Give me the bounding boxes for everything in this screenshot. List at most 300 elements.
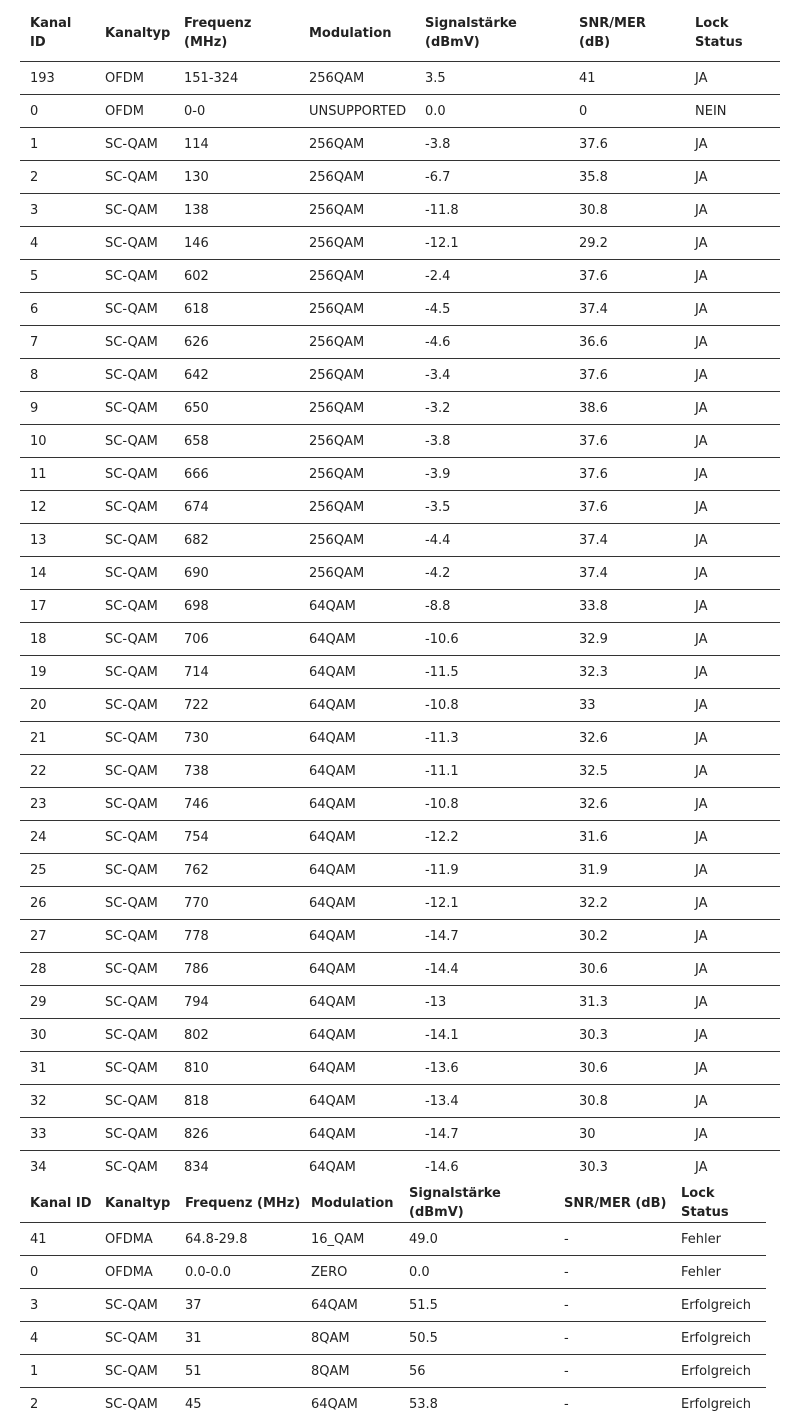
cell-lock-status: NEIN: [685, 95, 780, 128]
cell-lock-status: Erfolgreich: [671, 1322, 766, 1355]
cell-kanal-id: 4: [20, 227, 95, 260]
table-row: [20, 62, 780, 95]
cell-signalstaerke: -14.4: [415, 953, 569, 986]
table-row: [20, 887, 780, 920]
upstream-header-row: [20, 1184, 766, 1223]
cell-modulation: 64QAM: [299, 1085, 415, 1118]
cell-frequenz: 146: [174, 227, 299, 260]
cell-frequenz: 762: [174, 854, 299, 887]
cell-lock-status: JA: [685, 788, 780, 821]
table-row: [20, 1052, 780, 1085]
cell-lock-status: JA: [685, 359, 780, 392]
cell-snr-mer: 31.3: [569, 986, 685, 1019]
cell-kanal-id: 3: [20, 194, 95, 227]
cell-kanal-id: 0: [20, 1256, 95, 1289]
cell-frequenz: 130: [174, 161, 299, 194]
cell-frequenz: 834: [184, 1159, 209, 1175]
cell-kanaltyp: SC-QAM: [95, 128, 174, 161]
cell-frequenz: 786: [174, 953, 299, 986]
cell-signalstaerke: -14.6: [425, 1159, 459, 1175]
cell-kanal-id: 6: [20, 293, 95, 326]
cell-kanaltyp: SC-QAM: [95, 161, 174, 194]
cell-frequenz: 778: [174, 920, 299, 953]
table-row: [20, 722, 780, 755]
cell-frequenz: 51: [175, 1355, 301, 1388]
cell-signalstaerke: -13.4: [415, 1085, 569, 1118]
cell-frequenz: 698: [174, 590, 299, 623]
cell-modulation: ZERO: [301, 1256, 399, 1289]
cell-frequenz: 650: [174, 392, 299, 425]
column-header-kanaltyp: Kanaltyp: [95, 5, 174, 62]
cell-lock-status: JA: [685, 128, 780, 161]
cell-snr-mer: 37.6: [569, 491, 685, 524]
cell-kanal-id: 33: [20, 1118, 95, 1151]
cell-signalstaerke: -14.7: [415, 1118, 569, 1151]
cell-kanaltyp: SC-QAM: [95, 887, 174, 920]
column-header-snr-mer: SNR/MER (dB): [554, 1184, 671, 1223]
table-row: [20, 788, 780, 821]
cell-lock-status: JA: [685, 392, 780, 425]
cell-kanal-id: 1: [20, 128, 95, 161]
cell-signalstaerke: 3.5: [415, 62, 569, 95]
cell-signalstaerke: -2.4: [415, 260, 569, 293]
cell-kanal-id: 1: [20, 1355, 95, 1388]
cell-kanaltyp: SC-QAM: [95, 260, 174, 293]
cell-modulation: 256QAM: [299, 227, 415, 260]
cell-modulation: 64QAM: [299, 920, 415, 953]
cell-signalstaerke: -14.7: [415, 920, 569, 953]
cell-lock-status: Fehler: [671, 1223, 766, 1256]
cell-signalstaerke: -3.8: [415, 128, 569, 161]
cell-kanaltyp: SC-QAM: [95, 722, 174, 755]
cell-frequenz: 770: [174, 887, 299, 920]
table-row: [20, 656, 780, 689]
cell-signalstaerke: 51.5: [399, 1289, 554, 1322]
cell-snr-mer: -: [554, 1289, 671, 1322]
cell-kanaltyp: SC-QAM: [105, 1159, 158, 1175]
cell-snr-mer: 33: [569, 689, 685, 722]
cell-kanal-id: 5: [20, 260, 95, 293]
cell-lock-status: Erfolgreich: [671, 1289, 766, 1322]
cell-kanaltyp: SC-QAM: [95, 359, 174, 392]
cell-modulation: 256QAM: [299, 425, 415, 458]
cell-signalstaerke: -12.2: [415, 821, 569, 854]
cell-kanal-id: 18: [20, 623, 95, 656]
table-row: [20, 1355, 766, 1388]
cell-snr-mer: 31.6: [569, 821, 685, 854]
table-row: [20, 986, 780, 1019]
cell-kanaltyp: SC-QAM: [105, 1396, 158, 1412]
cell-kanaltyp: OFDM: [95, 95, 174, 128]
cell-kanal-id: 20: [20, 689, 95, 722]
cell-signalstaerke: -3.5: [415, 491, 569, 524]
cell-kanal-id: 25: [20, 854, 95, 887]
cell-kanaltyp: SC-QAM: [95, 788, 174, 821]
cell-signalstaerke: -14.1: [415, 1019, 569, 1052]
table-row: [20, 326, 780, 359]
cell-signalstaerke: -4.4: [415, 524, 569, 557]
cell-modulation: 256QAM: [299, 62, 415, 95]
cell-snr-mer: -: [554, 1256, 671, 1289]
cell-snr-mer: 37.6: [569, 128, 685, 161]
cell-modulation: 64QAM: [299, 887, 415, 920]
cell-kanaltyp: SC-QAM: [95, 1322, 175, 1355]
cell-snr-mer: 30: [569, 1118, 685, 1151]
cell-signalstaerke: -10.6: [415, 623, 569, 656]
cell-snr-mer: 37.6: [569, 260, 685, 293]
cell-snr-mer: 30.6: [569, 1052, 685, 1085]
cell-signalstaerke: -12.1: [415, 887, 569, 920]
cell-lock-status: Fehler: [671, 1256, 766, 1289]
cell-modulation: 64QAM: [299, 755, 415, 788]
cell-lock-status: JA: [685, 623, 780, 656]
cell-snr-mer: 30.8: [569, 1085, 685, 1118]
cell-snr-mer: 32.9: [569, 623, 685, 656]
cell-kanal-id: 24: [20, 821, 95, 854]
table-row: [20, 1388, 766, 1421]
column-header-signalstaerke: Signalstärke (dBmV): [415, 5, 569, 62]
cell-snr-mer: 32.2: [569, 887, 685, 920]
cell-signalstaerke: 0.0: [399, 1256, 554, 1289]
cell-modulation: 256QAM: [299, 293, 415, 326]
cell-kanal-id: 14: [20, 557, 95, 590]
table-row: [20, 458, 780, 491]
cell-signalstaerke: -4.5: [415, 293, 569, 326]
cell-kanaltyp: SC-QAM: [95, 524, 174, 557]
cell-kanaltyp: SC-QAM: [95, 392, 174, 425]
cell-lock-status: JA: [685, 656, 780, 689]
cell-snr-mer: 35.8: [569, 161, 685, 194]
table-row: [20, 425, 780, 458]
cell-kanaltyp: SC-QAM: [95, 986, 174, 1019]
cell-kanaltyp: SC-QAM: [95, 1118, 174, 1151]
cell-lock-status: JA: [685, 1118, 780, 1151]
cell-kanaltyp: SC-QAM: [95, 656, 174, 689]
cell-frequenz: 31: [175, 1322, 301, 1355]
cell-frequenz: 802: [174, 1019, 299, 1052]
cell-modulation: 256QAM: [299, 491, 415, 524]
table-row: [20, 359, 780, 392]
cell-modulation: 256QAM: [299, 359, 415, 392]
cell-frequenz: 0-0: [174, 95, 299, 128]
cell-kanaltyp: SC-QAM: [95, 194, 174, 227]
cell-snr-mer: 32.6: [569, 788, 685, 821]
column-header-frequenz: Frequenz (MHz): [174, 5, 299, 62]
cell-lock-status: JA: [685, 887, 780, 920]
column-header-kanal-id: Kanal ID: [20, 5, 95, 62]
cell-lock-status: JA: [685, 854, 780, 887]
cell-kanal-id: 2: [30, 1396, 39, 1412]
cell-signalstaerke: -3.4: [415, 359, 569, 392]
cell-signalstaerke: -10.8: [415, 788, 569, 821]
cell-modulation: 8QAM: [301, 1355, 399, 1388]
cell-kanaltyp: SC-QAM: [95, 821, 174, 854]
cell-frequenz: 666: [174, 458, 299, 491]
cell-signalstaerke: 0.0: [415, 95, 569, 128]
cell-kanal-id: 30: [20, 1019, 95, 1052]
cell-frequenz: 0.0-0.0: [175, 1256, 301, 1289]
cell-kanaltyp: SC-QAM: [95, 920, 174, 953]
cell-frequenz: 151-324: [174, 62, 299, 95]
cell-frequenz: 602: [174, 260, 299, 293]
column-header-signalstaerke: Signalstärke (dBmV): [399, 1184, 554, 1223]
table-row: [20, 392, 780, 425]
cell-lock-status: JA: [685, 722, 780, 755]
cell-kanaltyp: SC-QAM: [95, 755, 174, 788]
cell-frequenz: 682: [174, 524, 299, 557]
cell-snr-mer: 37.4: [569, 524, 685, 557]
cell-modulation: 64QAM: [299, 689, 415, 722]
cell-modulation: 16_QAM: [301, 1223, 399, 1256]
table-row: [20, 1019, 780, 1052]
table-row: [20, 755, 780, 788]
cell-signalstaerke: 49.0: [399, 1223, 554, 1256]
table-row: [20, 920, 780, 953]
cell-kanal-id: 11: [20, 458, 95, 491]
cell-kanaltyp: OFDMA: [95, 1223, 175, 1256]
cell-snr-mer: 30.3: [569, 1019, 685, 1052]
cell-snr-mer: 30.3: [579, 1159, 608, 1175]
cell-frequenz: 722: [174, 689, 299, 722]
cell-kanal-id: 41: [20, 1223, 95, 1256]
cell-kanaltyp: SC-QAM: [95, 590, 174, 623]
cell-frequenz: 794: [174, 986, 299, 1019]
cell-modulation: 64QAM: [299, 788, 415, 821]
cell-modulation: 64QAM: [301, 1289, 399, 1322]
table-row: [20, 1322, 766, 1355]
cell-frequenz: 754: [174, 821, 299, 854]
cell-kanaltyp: SC-QAM: [95, 623, 174, 656]
cell-kanaltyp: SC-QAM: [95, 1289, 175, 1322]
table-row: [20, 260, 780, 293]
cell-kanal-id: 27: [20, 920, 95, 953]
table-row: [20, 590, 780, 623]
cell-signalstaerke: -3.8: [415, 425, 569, 458]
table-row: [20, 1256, 766, 1289]
cell-kanaltyp: SC-QAM: [95, 689, 174, 722]
cell-kanal-id: 13: [20, 524, 95, 557]
cell-lock-status: JA: [685, 194, 780, 227]
cell-lock-status: JA: [685, 260, 780, 293]
cell-signalstaerke: -11.1: [415, 755, 569, 788]
cell-kanal-id: 22: [20, 755, 95, 788]
cell-signalstaerke: -11.5: [415, 656, 569, 689]
cell-frequenz: 826: [174, 1118, 299, 1151]
cell-frequenz: 730: [174, 722, 299, 755]
cell-lock-status: JA: [685, 161, 780, 194]
cell-kanal-id: 29: [20, 986, 95, 1019]
cell-snr-mer: 29.2: [569, 227, 685, 260]
cell-snr-mer: 37.6: [569, 425, 685, 458]
cell-snr-mer: 41: [569, 62, 685, 95]
table-row: [20, 161, 780, 194]
table-row: [20, 1223, 766, 1256]
cell-modulation: 64QAM: [299, 854, 415, 887]
cell-kanal-id: 28: [20, 953, 95, 986]
cell-modulation: 256QAM: [299, 458, 415, 491]
column-header-snr-mer: SNR/MER (dB): [569, 5, 685, 62]
cell-lock-status: JA: [685, 62, 780, 95]
cell-modulation: 256QAM: [299, 161, 415, 194]
cell-kanaltyp: SC-QAM: [95, 854, 174, 887]
cell-kanal-id: 12: [20, 491, 95, 524]
cell-modulation: 64QAM: [299, 1019, 415, 1052]
table-row: [20, 623, 780, 656]
cell-kanal-id: 32: [20, 1085, 95, 1118]
cell-frequenz: 690: [174, 557, 299, 590]
cell-kanaltyp: SC-QAM: [95, 557, 174, 590]
cell-lock-status: Erfolgreich: [681, 1396, 752, 1412]
cell-signalstaerke: -4.6: [415, 326, 569, 359]
cell-kanal-id: 193: [20, 62, 95, 95]
cell-signalstaerke: -13.6: [415, 1052, 569, 1085]
cell-signalstaerke: -11.9: [415, 854, 569, 887]
cell-frequenz: 642: [174, 359, 299, 392]
table-row: [20, 821, 780, 854]
cell-kanal-id: 21: [20, 722, 95, 755]
cell-modulation: 64QAM: [299, 590, 415, 623]
cell-signalstaerke: -11.8: [415, 194, 569, 227]
cell-frequenz: 674: [174, 491, 299, 524]
cell-kanal-id: 9: [20, 392, 95, 425]
column-header-kanaltyp: Kanaltyp: [95, 1184, 175, 1223]
cell-modulation: 256QAM: [299, 128, 415, 161]
cell-signalstaerke: 56: [399, 1355, 554, 1388]
cell-lock-status: JA: [685, 1019, 780, 1052]
cell-modulation: 64QAM: [299, 623, 415, 656]
cell-lock-status: JA: [685, 920, 780, 953]
cell-lock-status: JA: [685, 293, 780, 326]
table-row: [20, 293, 780, 326]
cell-signalstaerke: -11.3: [415, 722, 569, 755]
cell-snr-mer: -: [564, 1396, 569, 1412]
table-row: [20, 227, 780, 260]
cell-lock-status: JA: [685, 821, 780, 854]
cell-frequenz: 738: [174, 755, 299, 788]
cell-kanal-id: 0: [20, 95, 95, 128]
cell-snr-mer: 30.8: [569, 194, 685, 227]
table-row: [20, 1085, 780, 1118]
cell-kanaltyp: SC-QAM: [95, 1085, 174, 1118]
cell-modulation: 64QAM: [299, 1118, 415, 1151]
cell-signalstaerke: 53.8: [409, 1396, 438, 1412]
cell-modulation: 64QAM: [299, 986, 415, 1019]
cell-kanaltyp: SC-QAM: [95, 458, 174, 491]
column-header-modulation: Modulation: [301, 1184, 399, 1223]
cell-frequenz: 138: [174, 194, 299, 227]
cell-lock-status: JA: [685, 491, 780, 524]
cell-kanal-id: 17: [20, 590, 95, 623]
column-header-kanal-id: Kanal ID: [20, 1184, 95, 1223]
cell-lock-status: JA: [685, 458, 780, 491]
cell-lock-status: JA: [685, 326, 780, 359]
table-row: [20, 689, 780, 722]
cell-frequenz: 658: [174, 425, 299, 458]
cell-modulation: 64QAM: [299, 722, 415, 755]
cell-signalstaerke: -13: [415, 986, 569, 1019]
cell-kanal-id: 10: [20, 425, 95, 458]
cell-snr-mer: 32.6: [569, 722, 685, 755]
cell-snr-mer: 37.4: [569, 557, 685, 590]
cell-modulation: 64QAM: [309, 1159, 356, 1175]
cell-lock-status: JA: [695, 1159, 708, 1175]
table-row: [20, 557, 780, 590]
cell-signalstaerke: 50.5: [399, 1322, 554, 1355]
table-row: [20, 854, 780, 887]
table-row: [20, 128, 780, 161]
cell-modulation: 64QAM: [311, 1396, 358, 1412]
cell-modulation: UNSUPPORTED: [299, 95, 415, 128]
table-row: [20, 1289, 766, 1322]
cell-frequenz: 45: [185, 1396, 202, 1412]
cell-kanaltyp: OFDMA: [95, 1256, 175, 1289]
cell-signalstaerke: -6.7: [415, 161, 569, 194]
cell-lock-status: JA: [685, 557, 780, 590]
cell-lock-status: JA: [685, 590, 780, 623]
upstream-table: [20, 1184, 766, 1420]
cell-kanaltyp: SC-QAM: [95, 227, 174, 260]
cell-kanaltyp: SC-QAM: [95, 953, 174, 986]
table-row: [20, 524, 780, 557]
cell-signalstaerke: -12.1: [415, 227, 569, 260]
table-row: [20, 491, 780, 524]
table-row: [20, 953, 780, 986]
cell-lock-status: JA: [685, 524, 780, 557]
cell-lock-status: JA: [685, 986, 780, 1019]
cell-lock-status: JA: [685, 227, 780, 260]
cell-snr-mer: 37.6: [569, 458, 685, 491]
cell-snr-mer: -: [554, 1223, 671, 1256]
cell-kanaltyp: SC-QAM: [95, 491, 174, 524]
cell-kanal-id: 8: [20, 359, 95, 392]
cell-frequenz: 64.8-29.8: [175, 1223, 301, 1256]
cell-modulation: 8QAM: [301, 1322, 399, 1355]
cell-modulation: 256QAM: [299, 326, 415, 359]
cell-lock-status: JA: [685, 755, 780, 788]
column-header-frequenz: Frequenz (MHz): [175, 1184, 301, 1223]
cell-modulation: 64QAM: [299, 953, 415, 986]
cell-frequenz: 706: [174, 623, 299, 656]
cell-snr-mer: 30.2: [569, 920, 685, 953]
cell-kanal-id: 3: [20, 1289, 95, 1322]
cell-signalstaerke: -3.2: [415, 392, 569, 425]
cell-modulation: 256QAM: [299, 524, 415, 557]
cell-snr-mer: 32.5: [569, 755, 685, 788]
cell-snr-mer: 30.6: [569, 953, 685, 986]
cell-signalstaerke: -3.9: [415, 458, 569, 491]
column-header-lock-status: Lock Status: [685, 5, 780, 62]
cell-kanaltyp: SC-QAM: [95, 1052, 174, 1085]
table-row: [20, 95, 780, 128]
cell-modulation: 256QAM: [299, 260, 415, 293]
cell-frequenz: 746: [174, 788, 299, 821]
cell-frequenz: 618: [174, 293, 299, 326]
cell-signalstaerke: -8.8: [415, 590, 569, 623]
cell-snr-mer: 0: [569, 95, 685, 128]
cell-kanal-id: 26: [20, 887, 95, 920]
cell-snr-mer: -: [554, 1355, 671, 1388]
cell-kanal-id: 34: [30, 1159, 47, 1175]
cell-snr-mer: 32.3: [569, 656, 685, 689]
cell-frequenz: 810: [174, 1052, 299, 1085]
cell-kanal-id: 23: [20, 788, 95, 821]
cell-modulation: 64QAM: [299, 821, 415, 854]
cell-frequenz: 626: [174, 326, 299, 359]
cell-kanal-id: 2: [20, 161, 95, 194]
cell-kanaltyp: OFDM: [95, 62, 174, 95]
cell-snr-mer: -: [554, 1322, 671, 1355]
cell-frequenz: 114: [174, 128, 299, 161]
